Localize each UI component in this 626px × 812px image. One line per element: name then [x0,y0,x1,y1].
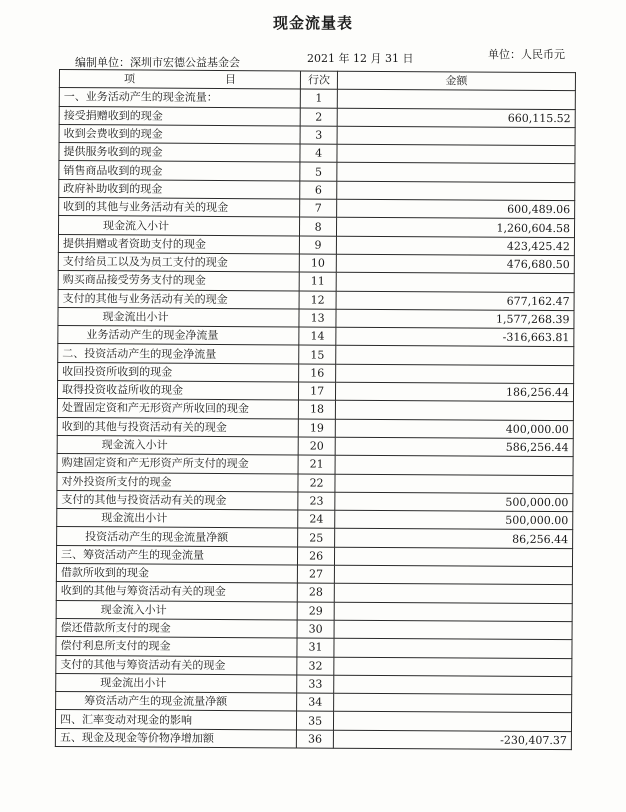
row-amount: 1,577,268.39 [336,309,574,329]
row-amount: 500,000.00 [335,492,573,512]
row-line: 15 [299,345,336,364]
currency-unit: 单位：人民币元 [488,48,565,61]
row-item: 支付的其他与筹资活动有关的现金 [56,655,297,675]
row-amount [334,620,572,640]
column-header-item-a: 项 [124,72,136,86]
row-amount [334,547,572,567]
row-amount [336,272,574,292]
row-item: 对外投资所支付的现金 [57,472,298,492]
row-item: 销售商品收到的现金 [59,161,300,181]
row-amount [337,126,575,146]
row-amount: -316,663.81 [336,327,574,347]
row-item: 投资活动产生的现金流量净额 [57,527,298,547]
row-line: 6 [300,181,337,200]
row-item: 现金流入小计 [57,435,298,455]
row-line: 21 [298,455,335,474]
row-amount [337,144,575,164]
row-line: 14 [299,327,336,346]
row-line: 9 [300,236,337,255]
row-amount: 586,256.44 [335,437,573,457]
row-line: 20 [298,437,335,456]
row-line: 13 [299,309,336,328]
row-line: 29 [297,602,334,621]
row-item: 收到会费收到的现金 [59,124,300,144]
row-line: 16 [299,364,336,383]
row-line: 33 [297,675,334,694]
row-line: 8 [300,217,337,236]
row-amount [336,346,574,366]
row-item: 收到的其他与筹资活动有关的现金 [56,582,297,602]
row-line: 2 [300,108,337,127]
table-row [55,728,571,749]
row-line: 36 [297,730,334,749]
reporting-entity: 编制单位：深圳市宏德公益基金会 [75,56,240,69]
column-header-line: 行次 [301,71,338,90]
row-amount [334,693,572,713]
row-amount [336,364,574,384]
row-amount [335,455,573,475]
column-header-item [59,70,300,90]
row-item: 偿付利息所支付的现金 [56,637,297,657]
row-line: 25 [298,528,335,547]
row-item: 一、业务活动产生的现金流量： [59,88,300,108]
row-amount [337,181,575,201]
row-item: 取得投资收益所收的现金 [57,381,298,401]
row-line: 10 [300,254,337,273]
row-item: 现金流出小计 [58,307,299,327]
row-item: 现金流入小计 [58,216,299,236]
row-line: 17 [299,382,336,401]
row-line: 4 [300,144,337,163]
row-line: 5 [300,162,337,181]
row-amount [335,401,573,421]
row-item: 支付给员工以及为员工支付的现金 [58,252,299,272]
row-item: 现金流出小计 [57,509,298,529]
row-line: 27 [298,565,335,584]
report-date: 2021 年 12 月 31 日 [307,52,414,65]
cash-flow-table [55,69,576,750]
row-line: 26 [298,547,335,566]
row-amount [337,89,575,109]
row-amount [334,565,572,585]
row-item: 支付的其他与投资活动有关的现金 [57,490,298,510]
row-item: 购买商品接受劳务支付的现金 [58,271,299,291]
row-amount [334,675,572,695]
row-amount: 1,260,604.58 [336,218,574,238]
row-amount: 500,000.00 [335,510,573,530]
row-item: 收回投资所收到的现金 [58,362,299,382]
row-item: 现金流出小计 [56,673,297,693]
row-amount: 600,489.06 [337,199,575,219]
row-amount [334,602,572,622]
row-item: 支付的其他与业务活动有关的现金 [58,289,299,309]
row-line: 11 [299,272,336,291]
row-line: 28 [298,583,335,602]
row-item: 提供服务收到的现金 [59,143,300,163]
row-item: 业务活动产生的现金净流量 [58,326,299,346]
row-line: 18 [299,400,336,419]
row-amount: -230,407.37 [333,730,571,750]
report-meta [75,50,565,68]
column-header-item-b: 目 [225,73,237,87]
page-title: 现金流量表 [272,14,353,32]
row-amount: 677,162.47 [336,291,574,311]
row-line: 24 [298,510,335,529]
row-amount [334,657,572,677]
column-header-amount: 金额 [337,71,575,91]
row-line: 31 [297,638,334,657]
row-amount: 423,425.42 [336,236,574,256]
row-amount [334,638,572,658]
row-item: 偿还借款所支付的现金 [56,618,297,638]
row-line: 7 [300,199,337,218]
row-amount [334,584,572,604]
row-amount [337,163,575,183]
row-amount: 86,256.44 [335,529,573,549]
row-item: 五、现金及现金等价物净增加额 [55,728,296,748]
row-amount: 186,256.44 [335,382,573,402]
row-amount [333,712,571,732]
row-line: 12 [299,291,336,310]
row-item: 现金流入小计 [56,600,297,620]
row-line: 34 [297,693,334,712]
row-item: 收到的其他与业务活动有关的现金 [59,198,300,218]
row-line: 32 [297,656,334,675]
row-line: 1 [301,89,338,108]
row-line: 19 [299,419,336,438]
row-item: 提供捐赠或者资助支付的现金 [58,234,299,254]
row-line: 23 [298,492,335,511]
row-line: 30 [297,620,334,639]
row-item: 收到的其他与投资活动有关的现金 [57,417,298,437]
row-item: 购建固定资和产无形资产所支付的现金 [57,454,298,474]
row-item: 二、投资活动产生的现金净流量 [58,344,299,364]
row-item: 三、筹资活动产生的现金流量 [56,545,297,565]
row-item: 接受捐赠收到的现金 [59,106,300,126]
row-item: 筹资活动产生的现金流量净额 [56,692,297,712]
row-line: 22 [298,474,335,493]
row-amount [335,474,573,494]
row-item: 政府补助收到的现金 [59,179,300,199]
row-line: 3 [300,126,337,145]
row-item: 借款所收到的现金 [56,564,297,584]
row-line: 35 [297,711,334,730]
row-amount: 660,115.52 [337,108,575,128]
row-amount: 400,000.00 [335,419,573,439]
row-item: 四、汇率变动对现金的影响 [55,710,296,730]
row-amount: 476,680.50 [336,254,574,274]
row-item: 处置固定资和产无形资产所收回的现金 [57,399,298,419]
